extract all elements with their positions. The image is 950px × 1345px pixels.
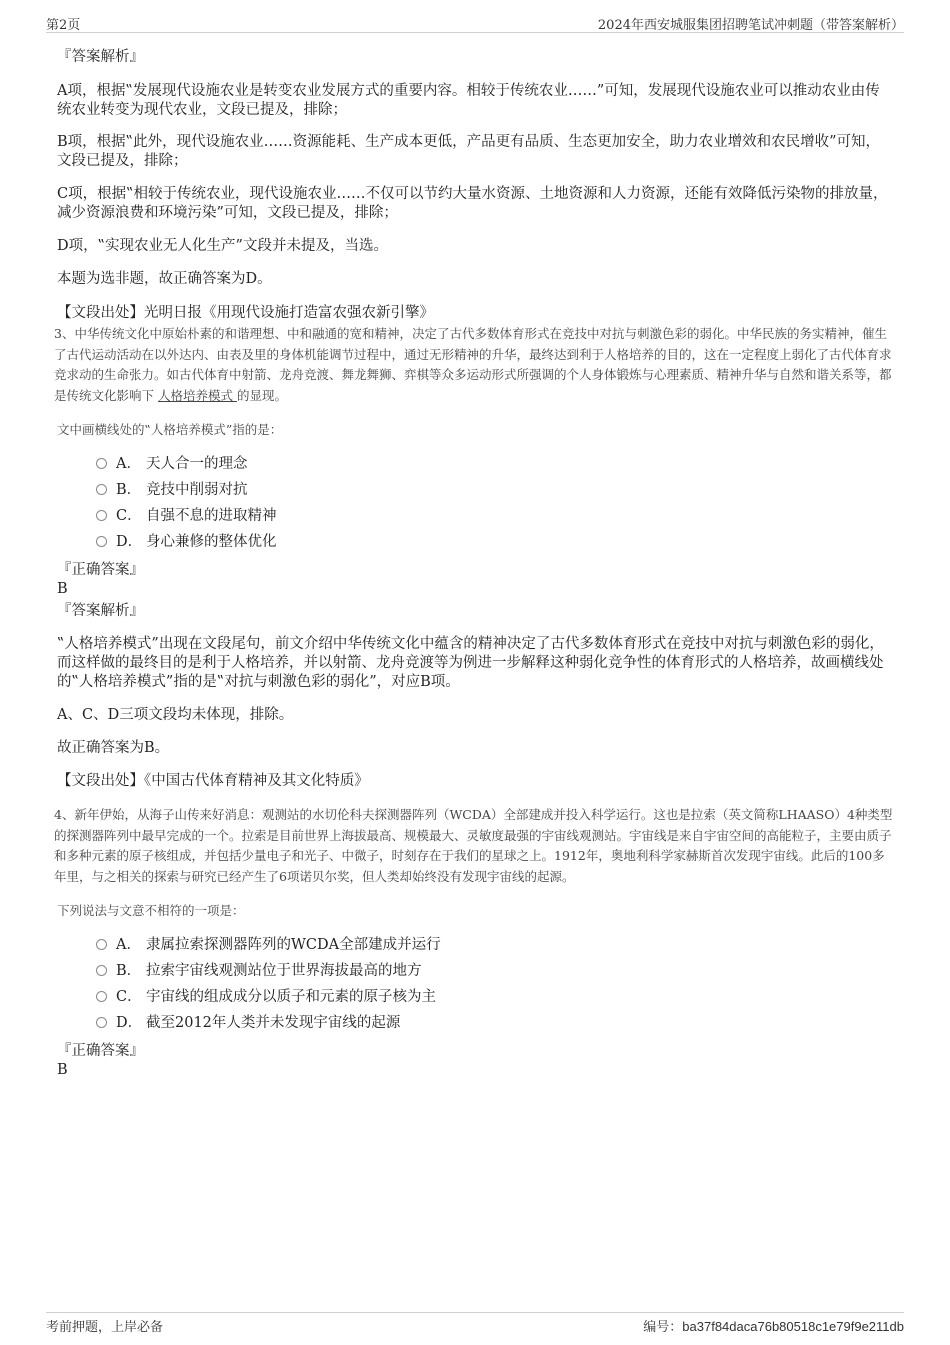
q2-source: 【文段出处】光明日报《用现代设施打造富农强农新引擎》 [57, 305, 434, 321]
q3-answer-label: 『正确答案』 [57, 562, 144, 578]
q3-option-d[interactable]: D． 身心兼修的整体优化 [96, 533, 277, 552]
q4-answer: B [57, 1062, 68, 1078]
q3-option-b[interactable]: B． 竞技中削弱对抗 [96, 481, 248, 500]
q3-question: 文中画横线处的‟人格培养模式”指的是： [57, 422, 283, 437]
footer-slogan: 考前押题，上岸必备 [46, 1320, 164, 1335]
q4-question: 下列说法与文意不相符的一项是： [57, 903, 245, 918]
q4-option-d[interactable]: D． 截至2012年人类并未发现宇宙线的起源 [96, 1014, 400, 1033]
q4-option-a[interactable]: A． 隶属拉索探测器阵列的WCDA全部建成并运行 [96, 936, 441, 955]
page-number: 第2页 [46, 18, 81, 33]
q3-option-a[interactable]: A． 天人合一的理念 [96, 455, 248, 474]
q4-option-b[interactable]: B． 拉索宇宙线观测站位于世界海拔最高的地方 [96, 962, 422, 981]
page-footer [46, 1312, 904, 1335]
radio-icon[interactable] [96, 484, 107, 495]
q4-passage: 4、新年伊始，从海子山传来好消息：观测站的水切伦科夫探测器阵列（WCDA）全部建成并投入科学运行。这也是拉索（英文简称LHAASO）4种类型的探测器阵列中最早完成的一个。拉索是目前世界上海拔最高、规模最大、灵敏度最强的宇宙线观测站。宇宙线是来自宇宙空间的高能粒子，主要由质子和多种元素的原子核组成，并包括少量电子和光子、中微子，时刻存在于我们的星球之上。1912年，奥地利科学家赫斯首次发现宇宙线。此后的100多年里，与之相关的探索与研究已经产生了6项诺贝尔奖，但人类却始终没有发现宇宙线的起源。 [54, 807, 893, 884]
q3-passage: 3、中华传统文化中原始朴素的和谐理想、中和融通的宽和精神，决定了古代多数体育形式在竞技中对抗与刺激色彩的弱化。中华民族的务实精神，催生了古代运动活动在以外达内、由表及里的身体机能调节过程中，通过无形精神的升华，最终达到利于人格培养的目的，这在一定程度上弱化了古代体育求竞求动的生命张力。如古代体育中射箭、龙舟竞渡、舞龙舞狮、弈棋等众多运动形式所强调的个人身体锻炼与心理素质、精神升华与自然和谐关系等，都是传统文化影响下 人格培养模式 的显现。 [54, 326, 892, 403]
q3-underlined-term: 人格培养模式 [157, 387, 237, 403]
page-header [46, 14, 904, 33]
q3-answer: B [57, 581, 68, 597]
radio-icon[interactable] [96, 991, 107, 1002]
q3-analysis: ‟人格培养模式”出现在文段尾句，前文介绍中华传统文化中蕴含的精神决定了古代多数体育形式在竞技中对抗与刺激色彩的弱化，而这样做的最终目的是利于人格培养，并以射箭、龙舟竞渡等为例进一步解释这种弱化竞争性的体育形式的人格培养，故画横线处的‟人格培养模式”指的是‟对抗与刺激色彩的弱化”，对应B项。 [57, 636, 884, 690]
radio-icon[interactable] [96, 536, 107, 547]
q2-analysis-b: B项，根据‟此外，现代设施农业……资源能耗、生产成本更低，产品更有品质、生态更加安全，助力农业增效和农民增收”可知，文段已提及，排除； [57, 134, 880, 169]
q3-source: 【文段出处】《中国古代体育精神及其文化特质》 [57, 773, 369, 789]
document-title: 2024年西安城服集团招聘笔试冲刺题（带答案解析） [597, 18, 904, 33]
q4-answer-label: 『正确答案』 [57, 1043, 144, 1059]
q2-analysis-d: D项，‟实现农业无人化生产”文段并未提及，当选。 [57, 238, 388, 254]
q3-analysis-acd: A、C、D三项文段均未体现，排除。 [57, 707, 294, 723]
radio-icon[interactable] [96, 965, 107, 976]
q2-analysis-c: C项，根据‟相较于传统农业，现代设施农业……不仅可以节约大量水资源、土地资源和人力资源，还能有效降低污染物的排放量，减少资源浪费和环境污染”可知，文段已提及，排除； [57, 186, 888, 221]
radio-icon[interactable] [96, 510, 107, 521]
q3-conclusion: 故正确答案为B。 [57, 740, 170, 756]
document-code: 编号：ba37f84daca76b80518c1e79f9e211db [643, 1319, 904, 1335]
radio-icon[interactable] [96, 458, 107, 469]
radio-icon[interactable] [96, 939, 107, 950]
q3-analysis-label: 『答案解析』 [57, 603, 144, 619]
q2-conclusion: 本题为选非题，故正确答案为D。 [57, 271, 272, 287]
q4-option-c[interactable]: C． 宇宙线的组成成分以质子和元素的原子核为主 [96, 988, 436, 1007]
q3-option-c[interactable]: C． 自强不息的进取精神 [96, 507, 277, 526]
q2-analysis-a: A项，根据‟发展现代设施农业是转变农业发展方式的重要内容。相较于传统农业……”可知，发展现代设施农业可以推动农业由传统农业转变为现代农业，文段已提及，排除； [57, 83, 880, 118]
q2-analysis-label: 『答案解析』 [57, 49, 144, 65]
radio-icon[interactable] [96, 1017, 107, 1028]
